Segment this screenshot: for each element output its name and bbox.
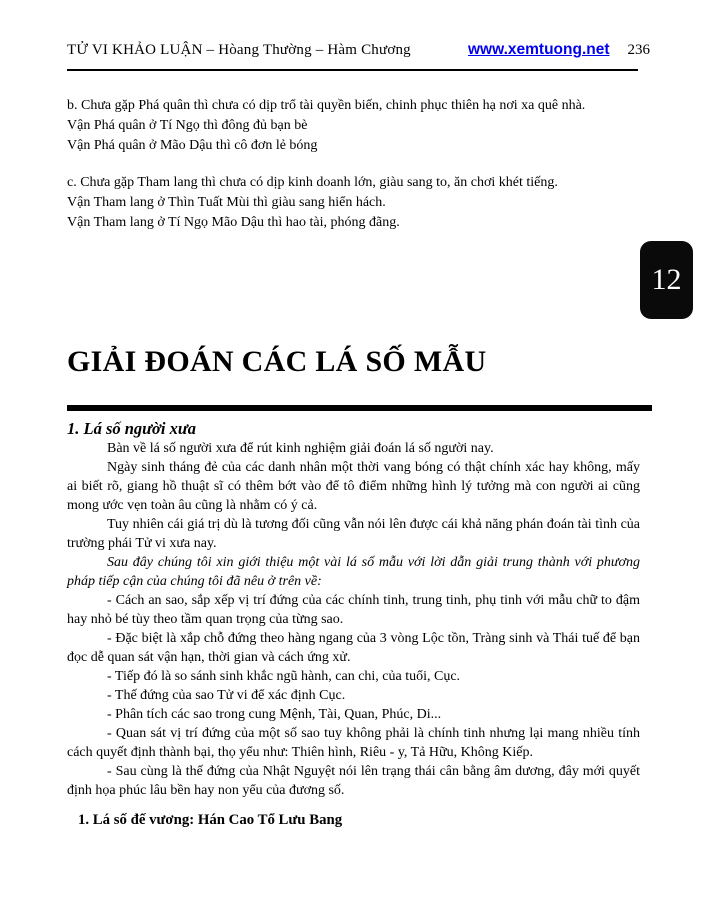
header-divider-rule: [67, 69, 638, 71]
body-paragraph: - Tiếp đó là so sánh sinh khắc ngũ hành, can chi, của tuổi, Cục.: [107, 669, 461, 684]
chapter-tab: [640, 241, 693, 319]
paragraph-b-line: b. Chưa gặp Phá quân thì chưa có dịp trổ tài quyền biến, chinh phục thiên hạ nơi xa quê nhà.: [67, 98, 586, 113]
body-paragraph: - Cách an sao, sắp xếp vị trí đứng của các chính tinh, trung tinh, phụ tinh với mẫu chữ to đậm hay nhỏ bé tùy theo tầm quan trọng của từng sao.: [67, 593, 640, 627]
chapter-tab-number: 12: [651, 263, 682, 296]
chapter-heading: GIẢI ĐOÁN CÁC LÁ SỐ MẪU: [67, 345, 487, 378]
header-right-group: [468, 41, 650, 59]
paragraph-c: [67, 173, 640, 233]
website-link[interactable]: www.xemtuong.net: [467, 41, 610, 58]
body-paragraph: Tuy nhiên cái giá trị dù là tương đối cũng vẫn nói lên được cái khả năng phán đoán tài tình của trường phái Tử vi xưa nay.: [67, 517, 640, 551]
body-paragraph: - Thế đứng của sao Tử vi để xác định Cục.: [107, 688, 346, 703]
paragraph-b-line: Vận Phá quân ở Mão Dậu thì cô đơn lẻ bóng: [67, 138, 318, 153]
body-paragraph: - Đặc biệt là xắp chỗ đứng theo hàng ngang của 3 vòng Lộc tồn, Tràng sinh và Thái tuế để bạn đọc dễ quan sát vận hạn, thời gian và cách ứng xử.: [67, 631, 640, 665]
paragraph-c-line: Vận Tham lang ở Tí Ngọ Mão Dậu thì hao tài, phóng đãng.: [67, 215, 400, 230]
subsection-heading: 1. Lá số đế vương: Hán Cao Tổ Lưu Bang: [78, 812, 343, 828]
section-heading: 1. Lá số người xưa: [67, 419, 197, 438]
paragraph-c-line: Vận Tham lang ở Thìn Tuất Mùi thì giàu sang hiển hách.: [67, 195, 386, 210]
body-paragraph: - Phân tích các sao trong cung Mệnh, Tài, Quan, Phúc, Di...: [107, 707, 442, 722]
body-paragraph: - Sau cùng là thế đứng của Nhật Nguyệt nói lên trạng thái cân bằng âm dương, đây mới quyết định họa phúc lâu bền hay non yểu của đương số.: [67, 764, 640, 798]
paragraph-c-line: c. Chưa gặp Tham lang thì chưa có dịp kinh doanh lớn, giàu sang to, ăn chơi khét tiếng.: [67, 175, 558, 190]
paragraph-b-line: Vận Phá quân ở Tí Ngọ thì đông đủ bạn bè: [67, 118, 308, 133]
section-body: [67, 439, 640, 800]
section-divider-rule: [67, 405, 652, 411]
book-title: TỬ VI KHẢO LUẬN – Hòang Thường – Hàm Chương: [67, 42, 411, 58]
page-number: 236: [627, 42, 650, 58]
page-header: [67, 41, 650, 59]
paragraph-b: [67, 96, 640, 156]
body-paragraph: - Quan sát vị trí đứng của một số sao tuy không phải là chính tinh nhưng lại mang nhiều tính cách quyết định thành bại, thọ yểu như: Thiên hình, Riêu - y, Tả Hữu, Không Kiếp.: [67, 726, 640, 760]
body-paragraph: Ngày sinh tháng đẻ của các danh nhân một thời vang bóng có thật chính xác hay không, mấy ai biết rõ, giang hồ thuật sĩ có thêm bớt vào để tô điểm những hình lý tưởng mà con người ai cũng mong ước vẹn toàn âu cũng là nhằm có ý cả.: [67, 460, 640, 513]
body-paragraph-italic: Sau đây chúng tôi xin giới thiệu một vài lá số mẫu với lời dẫn giải trung thành với phương pháp tiếp cận của chúng tôi đã nêu ở trên về:: [67, 555, 640, 589]
body-paragraph: Bàn về lá số người xưa để rút kinh nghiệm giải đoán lá số người nay.: [107, 441, 494, 456]
